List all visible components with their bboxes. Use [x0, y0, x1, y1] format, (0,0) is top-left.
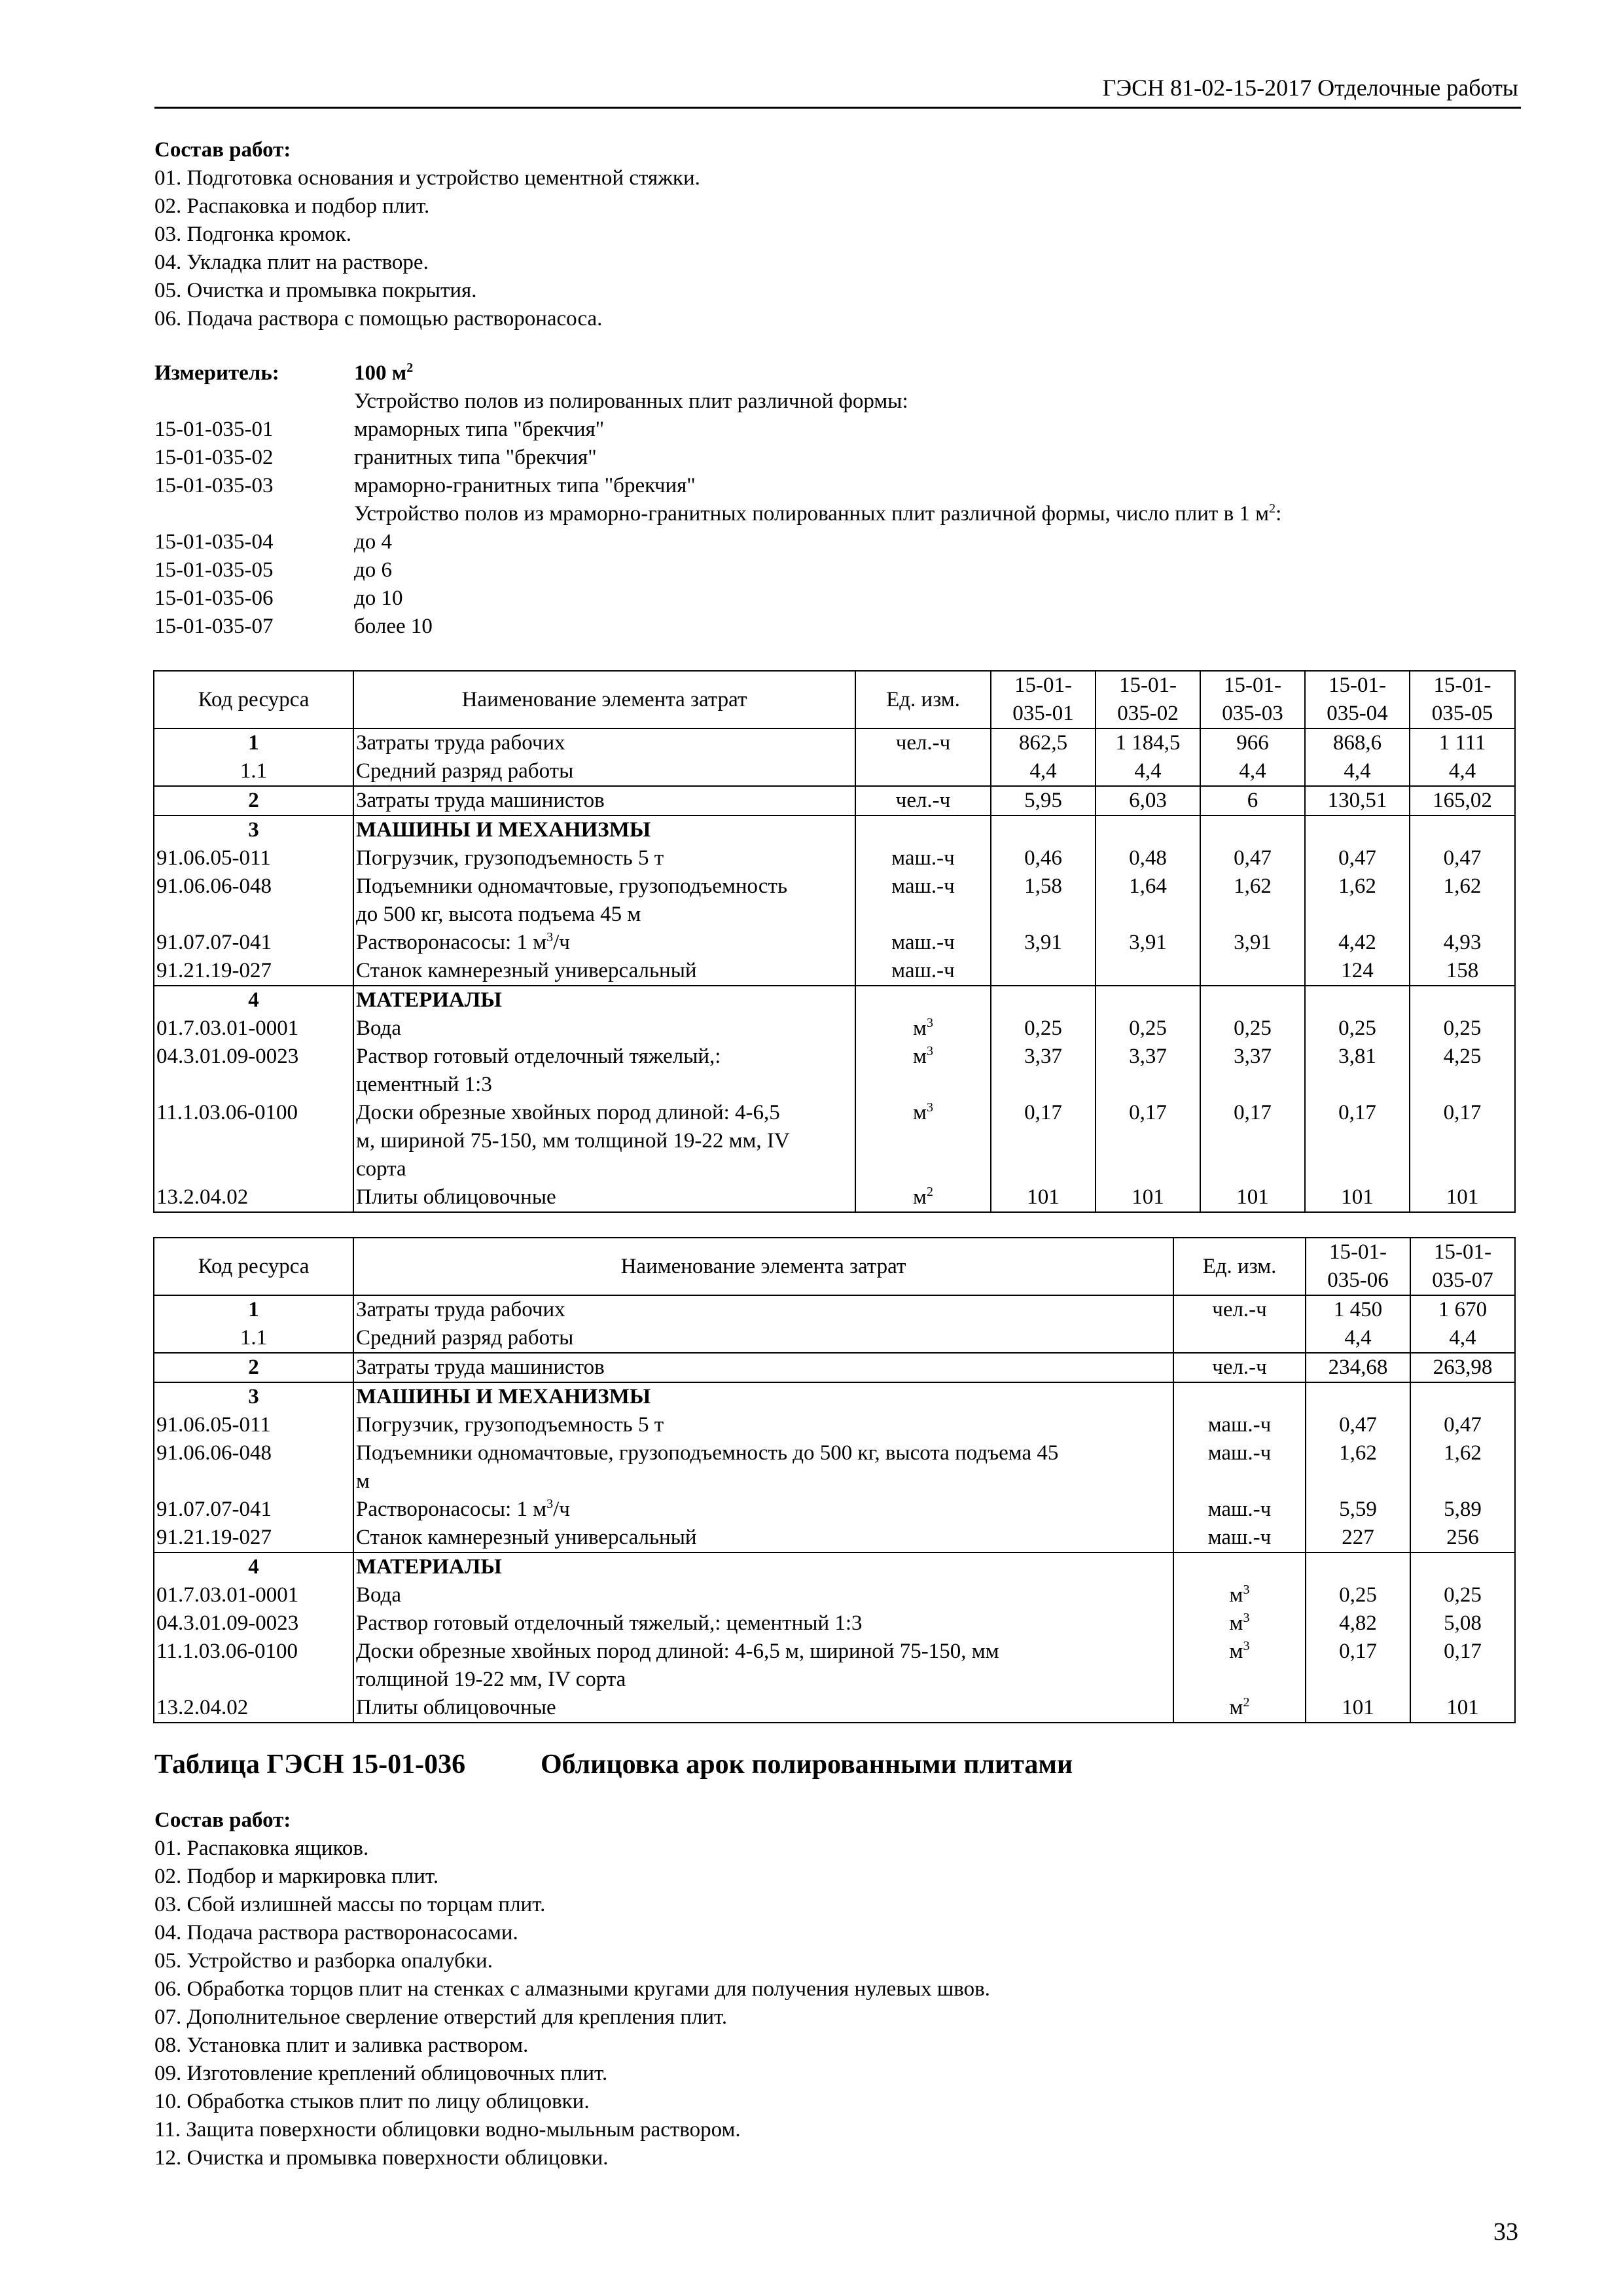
works-item: 04. Подача раствора растворонасосами. — [154, 1921, 518, 1945]
table-cell: 2 — [154, 1353, 353, 1382]
table-cell: маш.-ч — [855, 957, 991, 986]
table-cell: 0,25 — [1306, 1581, 1410, 1609]
table-row — [154, 1609, 1515, 1638]
table-cell: 1 111 — [1410, 728, 1515, 757]
table-cell: 6 — [1200, 786, 1305, 816]
table-cell: 3,37 — [991, 1043, 1096, 1099]
table-cell: 4,4 — [1305, 757, 1410, 786]
resource-table-2 — [153, 1237, 1516, 1723]
table-row — [154, 786, 1515, 816]
table-cell: 1.1 — [154, 757, 353, 786]
table-cell — [1306, 1382, 1410, 1411]
works-item: 10. Обработка стыков плит по лицу облицовки. — [154, 2090, 590, 2113]
header-unit: Ед. изм. — [855, 671, 991, 728]
table-row — [154, 844, 1515, 872]
table-cell — [1410, 816, 1515, 844]
table-row — [154, 1324, 1515, 1353]
table-cell: 04.3.01.09-0023 — [154, 1609, 353, 1638]
table-cell: 256 — [1410, 1524, 1515, 1552]
header-col: 15-01- 035-03 — [1200, 671, 1305, 728]
table-cell: 0,47 — [1306, 1411, 1410, 1439]
table-row — [154, 728, 1515, 757]
table-cell: Плиты облицовочные — [353, 1694, 1173, 1723]
measure-code: 15-01-035-06 — [154, 586, 274, 610]
table-cell: маш.-ч — [855, 844, 991, 872]
measure-code: 15-01-035-02 — [154, 446, 274, 469]
table-cell: 0,47 — [1410, 844, 1515, 872]
measure-intro: Устройство полов из мраморно-гранитных полированных плит различной формы, число плит в 1 $м^2$: — [354, 501, 1282, 526]
table-cell: 3,91 — [1096, 929, 1200, 957]
table-cell: 1,62 — [1410, 1439, 1515, 1496]
table-cell — [1306, 1552, 1410, 1581]
table-cell: Затраты труда машинистов — [353, 786, 855, 816]
header-unit: Ед. изм. — [1173, 1238, 1306, 1295]
measure-text: до 6 — [354, 558, 393, 582]
measure-text: гранитных типа "брекчия" — [354, 446, 597, 469]
table-cell: 4 — [154, 1552, 353, 1581]
works-item: 02. Подбор и маркировка плит. — [154, 1865, 439, 1888]
table-cell: 5,08 — [1410, 1609, 1515, 1638]
table-title: Облицовка арок полированными плитами — [541, 1749, 1073, 1780]
measure-code: 15-01-035-07 — [154, 615, 274, 638]
table-cell: Растворонасосы: 1 $м^3/ч$ — [353, 1496, 1173, 1524]
works-item: 05. Очистка и промывка покрытия. — [154, 279, 477, 302]
table-cell: $м^3$ — [1173, 1638, 1306, 1694]
table-cell: 868,6 — [1305, 728, 1410, 757]
table-cell: 1,58 — [991, 872, 1096, 929]
table-row — [154, 929, 1515, 957]
table-cell: 0,17 — [1305, 1099, 1410, 1183]
table-cell: 101 — [1410, 1694, 1515, 1723]
header-col: 15-01- 035-01 — [991, 671, 1096, 728]
table-heading — [154, 1749, 1073, 1780]
table-cell: 91.06.06-048 — [154, 1439, 353, 1496]
table-cell — [1173, 1382, 1306, 1411]
table-cell: 4,4 — [1306, 1324, 1410, 1353]
table-cell — [991, 816, 1096, 844]
table-cell: 0,48 — [1096, 844, 1200, 872]
table-cell: 227 — [1306, 1524, 1410, 1552]
table-cell: 1 670 — [1410, 1295, 1515, 1324]
table-cell: 91.06.05-011 — [154, 1411, 353, 1439]
table-cell: 1.1 — [154, 1324, 353, 1353]
table-row — [154, 1043, 1515, 1099]
table-cell: 862,5 — [991, 728, 1096, 757]
table-cell: чел.-ч — [1173, 1353, 1306, 1382]
measure-block — [154, 361, 1463, 643]
table-cell: 0,47 — [1410, 1411, 1515, 1439]
works-item: 01. Распаковка ящиков. — [154, 1837, 369, 1860]
table-cell: $м^3$ — [855, 1043, 991, 1099]
table-cell: Затраты труда машинистов — [353, 1353, 1173, 1382]
table-cell: 263,98 — [1410, 1353, 1515, 1382]
table-cell: Станок камнерезный универсальный — [353, 1524, 1173, 1552]
table-cell — [1410, 1552, 1515, 1581]
table-cell: Подъемники одномачтовые, грузоподъемность до 500 кг, высота подъема 45 м — [353, 1439, 1173, 1496]
table-cell — [1096, 816, 1200, 844]
table-cell: Погрузчик, грузоподъемность 5 т — [353, 1411, 1173, 1439]
measure-text: до 4 — [354, 530, 393, 554]
table-cell: 124 — [1305, 957, 1410, 986]
table-cell: 0,17 — [1306, 1638, 1410, 1694]
table-cell: Доски обрезные хвойных пород длиной: 4-6,5 м, шириной 75-150, мм толщиной 19-22 мм, IV сорта — [353, 1638, 1173, 1694]
works-item: 11. Защита поверхности облицовки водно-мыльным раствором. — [154, 2118, 741, 2142]
table-cell — [1096, 986, 1200, 1014]
table-row — [154, 757, 1515, 786]
table-cell: Вода — [353, 1014, 855, 1043]
section-row — [154, 1552, 1515, 1581]
table-cell: маш.-ч — [1173, 1439, 1306, 1496]
works-item: 08. Установка плит и заливка раствором. — [154, 2034, 529, 2057]
table-cell: чел.-ч — [1173, 1295, 1306, 1324]
works-item: 02. Распаковка и подбор плит. — [154, 194, 430, 218]
table-row — [154, 1524, 1515, 1552]
table-cell: 0,25 — [1410, 1581, 1515, 1609]
table-cell: 3,91 — [1200, 929, 1305, 957]
table-cell: 4,4 — [1200, 757, 1305, 786]
table-cell: Доски обрезные хвойных пород длиной: 4-6,5 м, шириной 75-150, мм толщиной 19-22 мм, IV сорта — [353, 1099, 855, 1183]
table-cell: 1,62 — [1305, 872, 1410, 929]
table-cell: Плиты облицовочные — [353, 1183, 855, 1212]
table-cell: 1,62 — [1306, 1439, 1410, 1496]
table-cell: 0,17 — [1410, 1099, 1515, 1183]
table-cell: Станок камнерезный универсальный — [353, 957, 855, 986]
table-cell: 966 — [1200, 728, 1305, 757]
table-cell: маш.-ч — [1173, 1524, 1306, 1552]
table-cell: Вода — [353, 1581, 1173, 1609]
works-item: 06. Подача раствора с помощью растворонасоса. — [154, 307, 603, 331]
table-cell: 3,37 — [1200, 1043, 1305, 1099]
table-cell: 101 — [991, 1183, 1096, 1212]
table-cell: 0,46 — [991, 844, 1096, 872]
works-item: 06. Обработка торцов плит на стенках с алмазными кругами для получения нулевых швов. — [154, 1977, 990, 2001]
table-row — [154, 1439, 1515, 1496]
works-title: Состав работ: — [154, 1808, 291, 1832]
table-cell: 0,47 — [1305, 844, 1410, 872]
table-cell: Раствор готовый отделочный тяжелый,: цементный 1:3 — [353, 1609, 1173, 1638]
table-cell: 0,25 — [991, 1014, 1096, 1043]
table-cell — [1200, 986, 1305, 1014]
table-cell: 0,47 — [1200, 844, 1305, 872]
table-cell: 4,93 — [1410, 929, 1515, 957]
table-cell: 0,25 — [1410, 1014, 1515, 1043]
table-cell — [1410, 1382, 1515, 1411]
table-cell: $м^3$ — [855, 1099, 991, 1183]
table-row — [154, 1694, 1515, 1723]
table-cell: 91.21.19-027 — [154, 1524, 353, 1552]
table-cell: 1 184,5 — [1096, 728, 1200, 757]
header-code: Код ресурса — [154, 671, 353, 728]
table-cell: Раствор готовый отделочный тяжелый,: цементный 1:3 — [353, 1043, 855, 1099]
table-cell: 6,03 — [1096, 786, 1200, 816]
table-cell: МАШИНЫ И МЕХАНИЗМЫ — [353, 1382, 1173, 1411]
table-cell: МАТЕРИАЛЫ — [353, 1552, 1173, 1581]
table-cell: 91.21.19-027 — [154, 957, 353, 986]
table-cell: 13.2.04.02 — [154, 1183, 353, 1212]
table-cell — [1200, 816, 1305, 844]
section-row — [154, 816, 1515, 844]
table-cell: 4,4 — [1410, 757, 1515, 786]
table-cell: Затраты труда рабочих — [353, 728, 855, 757]
page-number: 33 — [1493, 2218, 1518, 2246]
table-cell: 4,4 — [1410, 1324, 1515, 1353]
table-cell: 3 — [154, 1382, 353, 1411]
table-cell: 91.06.06-048 — [154, 872, 353, 929]
table-cell — [1096, 957, 1200, 986]
measure-text: мраморных типа "брекчия" — [354, 418, 605, 441]
table-cell — [991, 957, 1096, 986]
measure-intro: Устройство полов из полированных плит различной формы: — [354, 389, 908, 413]
measure-code: 15-01-035-03 — [154, 474, 274, 497]
table-cell: 1,62 — [1200, 872, 1305, 929]
header-code: Код ресурса — [154, 1238, 353, 1295]
table-cell — [1173, 1552, 1306, 1581]
section-row — [154, 1382, 1515, 1411]
table-cell: $м^2$ — [1173, 1694, 1306, 1723]
table-row — [154, 1014, 1515, 1043]
table-cell: 91.06.05-011 — [154, 844, 353, 872]
table-cell: 4,25 — [1410, 1043, 1515, 1099]
table-cell: 0,17 — [991, 1099, 1096, 1183]
table-cell: 1,64 — [1096, 872, 1200, 929]
table-cell: 1 450 — [1306, 1295, 1410, 1324]
table-cell: 91.07.07-041 — [154, 1496, 353, 1524]
measure-text: мраморно-гранитных типа "брекчия" — [354, 474, 696, 497]
table-cell: МАТЕРИАЛЫ — [353, 986, 855, 1014]
table-cell — [855, 986, 991, 1014]
table-header-row — [154, 1238, 1515, 1295]
table-cell: $м^2$ — [855, 1183, 991, 1212]
table-cell: 101 — [1410, 1183, 1515, 1212]
table-cell — [855, 757, 991, 786]
table-cell: 101 — [1200, 1183, 1305, 1212]
header-name: Наименование элемента затрат — [353, 671, 855, 728]
table-cell: 91.07.07-041 — [154, 929, 353, 957]
works-item: 03. Подгонка кромок. — [154, 223, 352, 246]
table-cell: 4,42 — [1305, 929, 1410, 957]
table-cell — [855, 816, 991, 844]
table-cell: 234,68 — [1306, 1353, 1410, 1382]
table-cell: 13.2.04.02 — [154, 1694, 353, 1723]
table-cell: 3,91 — [991, 929, 1096, 957]
header-col: 15-01- 035-07 — [1410, 1238, 1515, 1295]
table-cell: $м^3$ — [1173, 1581, 1306, 1609]
table-cell: 165,02 — [1410, 786, 1515, 816]
table-cell — [1305, 816, 1410, 844]
table-cell: 4,4 — [1096, 757, 1200, 786]
header-col: 15-01- 035-04 — [1305, 671, 1410, 728]
measure-unit: 100 $м^2$ — [354, 361, 414, 385]
table-cell: Подъемники одномачтовые, грузоподъемность до 500 кг, высота подъема 45 м — [353, 872, 855, 929]
table-cell: 4,4 — [991, 757, 1096, 786]
table-cell: 0,25 — [1305, 1014, 1410, 1043]
table-number: Таблица ГЭСН 15-01-036 — [154, 1749, 466, 1780]
table-cell: 0,17 — [1200, 1099, 1305, 1183]
table-cell: 01.7.03.01-0001 — [154, 1014, 353, 1043]
table-row — [154, 1183, 1515, 1212]
works-item: 12. Очистка и промывка поверхности облицовки. — [154, 2146, 609, 2170]
table-row — [154, 1295, 1515, 1324]
table-cell: 11.1.03.06-0100 — [154, 1638, 353, 1694]
table-cell: 3,81 — [1305, 1043, 1410, 1099]
table-cell: $м^3$ — [1173, 1609, 1306, 1638]
table-cell: 5,59 — [1306, 1496, 1410, 1524]
table-cell — [1173, 1324, 1306, 1353]
works-item: 05. Устройство и разборка опалубки. — [154, 1949, 493, 1973]
header-name: Наименование элемента затрат — [353, 1238, 1173, 1295]
table-row — [154, 957, 1515, 986]
table-cell: 11.1.03.06-0100 — [154, 1099, 353, 1183]
section-row — [154, 986, 1515, 1014]
header-col: 15-01- 035-05 — [1410, 671, 1515, 728]
works-item: 07. Дополнительное сверление отверстий для крепления плит. — [154, 2005, 728, 2029]
header-col: 15-01- 035-02 — [1096, 671, 1200, 728]
table-cell: 158 — [1410, 957, 1515, 986]
table-cell: 5,95 — [991, 786, 1096, 816]
table-cell: 0,25 — [1096, 1014, 1200, 1043]
table-cell: 1 — [154, 728, 353, 757]
table-cell: $м^3$ — [855, 1014, 991, 1043]
table-cell: 101 — [1306, 1694, 1410, 1723]
measure-text: до 10 — [354, 586, 403, 610]
resource-table-1 — [153, 670, 1516, 1213]
table-row — [154, 872, 1515, 929]
table-cell: маш.-ч — [1173, 1496, 1306, 1524]
table-row — [154, 1099, 1515, 1183]
works-list-1 — [154, 136, 700, 333]
table-cell: 101 — [1305, 1183, 1410, 1212]
table-cell: маш.-ч — [855, 872, 991, 929]
table-cell: МАШИНЫ И МЕХАНИЗМЫ — [353, 816, 855, 844]
table-cell: 0,25 — [1200, 1014, 1305, 1043]
table-cell: 4 — [154, 986, 353, 1014]
header-title: ГЭСН 81-02-15-2017 Отделочные работы — [1102, 75, 1518, 101]
header-col: 15-01- 035-06 — [1306, 1238, 1410, 1295]
table-cell: Средний разряд работы — [353, 1324, 1173, 1353]
works-item: 09. Изготовление креплений облицовочных плит. — [154, 2062, 608, 2085]
works-item: 01. Подготовка основания и устройство цементной стяжки. — [154, 166, 700, 190]
table-cell: чел.-ч — [855, 728, 991, 757]
table-cell: Затраты труда рабочих — [353, 1295, 1173, 1324]
table-cell: Средний разряд работы — [353, 757, 855, 786]
header-rule — [154, 107, 1521, 109]
measure-code: 15-01-035-04 — [154, 530, 274, 554]
table-cell — [1410, 986, 1515, 1014]
table-cell: маш.-ч — [1173, 1411, 1306, 1439]
table-row — [154, 1638, 1515, 1694]
table-cell — [991, 986, 1096, 1014]
works-list-2 — [154, 1806, 990, 2172]
table-cell: 01.7.03.01-0001 — [154, 1581, 353, 1609]
table-cell: 4,82 — [1306, 1609, 1410, 1638]
measure-code: 15-01-035-05 — [154, 558, 274, 582]
table-cell: 3 — [154, 816, 353, 844]
table-cell: 3,37 — [1096, 1043, 1200, 1099]
measure-text: более 10 — [354, 615, 433, 638]
table-cell: 04.3.01.09-0023 — [154, 1043, 353, 1099]
works-item: 03. Сбой излишней массы по торцам плит. — [154, 1893, 546, 1916]
measure-label: Измеритель: — [154, 361, 279, 385]
table-cell: 0,17 — [1410, 1638, 1515, 1694]
table-row — [154, 1411, 1515, 1439]
table-cell: маш.-ч — [855, 929, 991, 957]
table-cell: 0,17 — [1096, 1099, 1200, 1183]
table-cell: 1,62 — [1410, 872, 1515, 929]
table-cell: чел.-ч — [855, 786, 991, 816]
table-row — [154, 1496, 1515, 1524]
table-row — [154, 1353, 1515, 1382]
table-cell: 1 — [154, 1295, 353, 1324]
table-cell: Растворонасосы: 1 $м^3/ч$ — [353, 929, 855, 957]
table-cell: 2 — [154, 786, 353, 816]
table-cell: Погрузчик, грузоподъемность 5 т — [353, 844, 855, 872]
table-cell: 130,51 — [1305, 786, 1410, 816]
table-cell: 5,89 — [1410, 1496, 1515, 1524]
works-item: 04. Укладка плит на растворе. — [154, 251, 429, 274]
measure-code: 15-01-035-01 — [154, 418, 274, 441]
table-cell — [1305, 986, 1410, 1014]
works-title: Состав работ: — [154, 138, 291, 162]
table-row — [154, 1581, 1515, 1609]
table-header-row — [154, 671, 1515, 728]
table-cell — [1200, 957, 1305, 986]
table-cell: 101 — [1096, 1183, 1200, 1212]
